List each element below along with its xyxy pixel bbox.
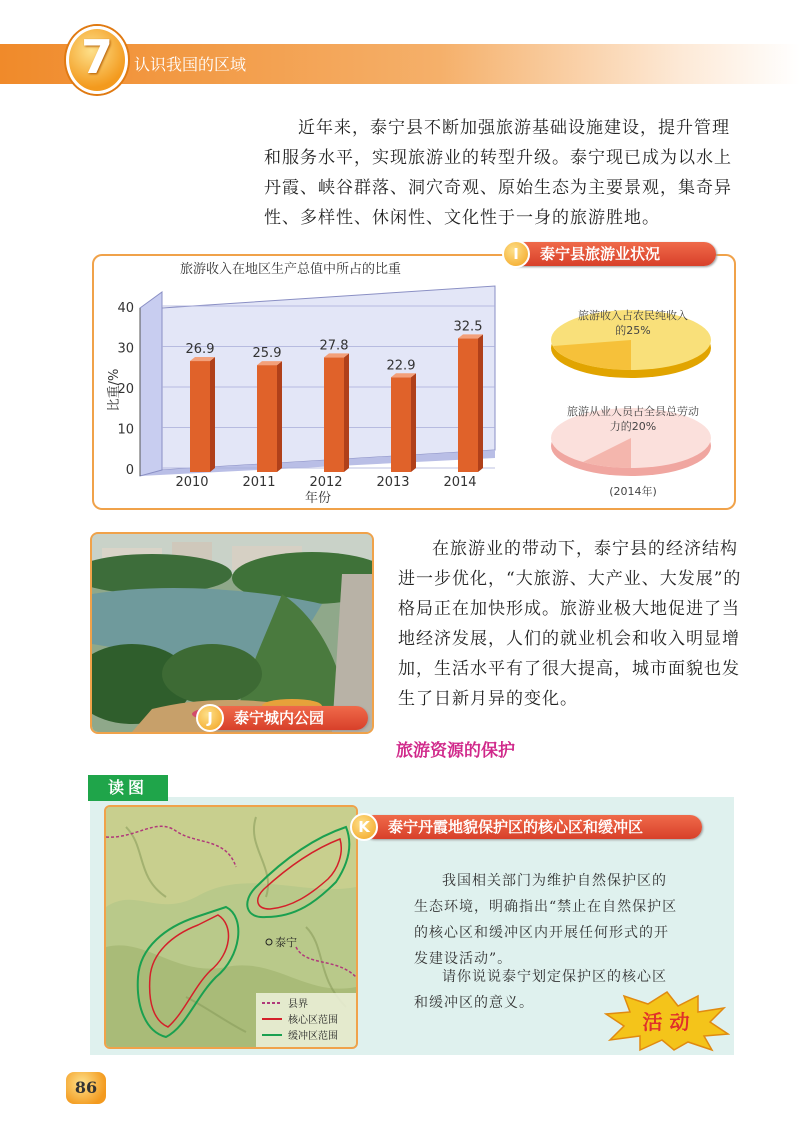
- y-tick-label: 40: [117, 301, 134, 316]
- pie1-text: 旅游收入占农民纯收入的25%: [578, 309, 688, 337]
- activity-text-2: 请你说说泰宁划定保护区的核心区和缓冲区的意义。: [414, 969, 667, 1011]
- pie-year: (2014年): [609, 485, 657, 498]
- legend-core-label: 核心区范围: [288, 1015, 338, 1026]
- park-photo-image: [92, 534, 372, 732]
- page-number: 86: [66, 1072, 106, 1104]
- bar-front: [190, 361, 210, 472]
- figure-j-letter: J: [196, 704, 224, 732]
- bar-chart: [100, 280, 520, 505]
- x-tick-label: 2013: [376, 475, 410, 490]
- bar: [458, 334, 483, 472]
- figure-i-title: 泰宁县旅游业状况: [540, 245, 661, 263]
- bar-side: [411, 373, 416, 472]
- protected-area-map: [104, 805, 358, 1049]
- bar: [391, 373, 416, 472]
- y-axis-label: 比重/%: [107, 368, 122, 412]
- chapter-title: 认识我国的区域: [134, 55, 247, 74]
- read-map-tag: 读图: [88, 775, 168, 801]
- x-tick-label: 2010: [175, 475, 209, 490]
- legend-buffer-label: 缓冲区范围: [288, 1031, 338, 1042]
- figure-j-label: [206, 706, 368, 730]
- x-tick-label: 2014: [443, 475, 477, 490]
- chapter-number: 7: [80, 30, 113, 84]
- map-city-label: 泰宁: [275, 936, 297, 949]
- bar-side: [478, 334, 483, 472]
- economy-paragraph: 在旅游业的带动下，泰宁县的经济结构进一步优化，“大旅游、大产业、大发展”的格局正在加快形成。旅游业极大地促进了当地经济发展，人们的就业机会和收入明显增加，生活水平有了很大提高，城市面貌也发生了日新月异的变化。: [398, 539, 742, 709]
- bar-value-label: 26.9: [185, 342, 215, 358]
- chart-title: 旅游收入在地区生产总值中所占的比重: [180, 262, 402, 277]
- figure-k-label: [362, 815, 702, 839]
- bar: [257, 361, 282, 472]
- bar-side: [210, 357, 215, 472]
- x-tick-label: 2011: [242, 475, 276, 490]
- bar-front: [257, 365, 277, 472]
- bar-value-label: 27.8: [319, 338, 349, 354]
- bar-value-label: 32.5: [453, 319, 483, 335]
- figure-i-letter: I: [502, 240, 530, 268]
- x-axis-label: 年份: [304, 491, 332, 505]
- y-tick-label: 0: [125, 463, 134, 478]
- chart-side-wall: [140, 292, 162, 476]
- section-title: 旅游资源的保护: [396, 741, 515, 761]
- y-tick-label: 30: [117, 341, 134, 357]
- bar-value-label: 22.9: [386, 358, 416, 374]
- intro-paragraph: 近年来，泰宁县不断加强旅游基础设施建设，提升管理和服务水平，实现旅游业的转型升级。泰宁现已成为以水上丹霞、峡谷群落、洞穴奇观、原始生态为主要景观，集奇异性、多样性、休闲性、文化性于一身的旅游胜地。: [264, 118, 732, 228]
- y-tick-label: 20: [117, 382, 134, 397]
- activity-label: 活 动: [642, 1010, 690, 1034]
- bar: [190, 357, 215, 472]
- figure-k-letter: K: [350, 813, 378, 841]
- bar: [324, 353, 349, 472]
- legend-county-label: 县界: [288, 999, 308, 1010]
- bar-front: [458, 338, 478, 472]
- y-tick-label: 10: [117, 422, 134, 438]
- activity-text-1: 我国相关部门为维护自然保护区的生态环境，明确指出“禁止在自然保护区的核心区和缓冲区内开展任何形式的开发建设活动”。: [414, 873, 678, 967]
- figure-i-label: [506, 242, 716, 266]
- figure-k-title: 泰宁丹霞地貌保护区的核心区和缓冲区: [388, 818, 644, 836]
- park-photo: [90, 532, 374, 734]
- bar-value-label: 25.9: [252, 346, 282, 362]
- bar-front: [324, 357, 344, 472]
- bar-side: [277, 361, 282, 472]
- x-tick-label: 2012: [309, 475, 343, 490]
- pie2-text: 旅游从业人员占全县总劳动力的20%: [567, 405, 699, 433]
- bar-side: [344, 353, 349, 472]
- bar-front: [391, 377, 411, 472]
- figure-j-title: 泰宁城内公园: [234, 709, 325, 727]
- map-image: [106, 807, 356, 1047]
